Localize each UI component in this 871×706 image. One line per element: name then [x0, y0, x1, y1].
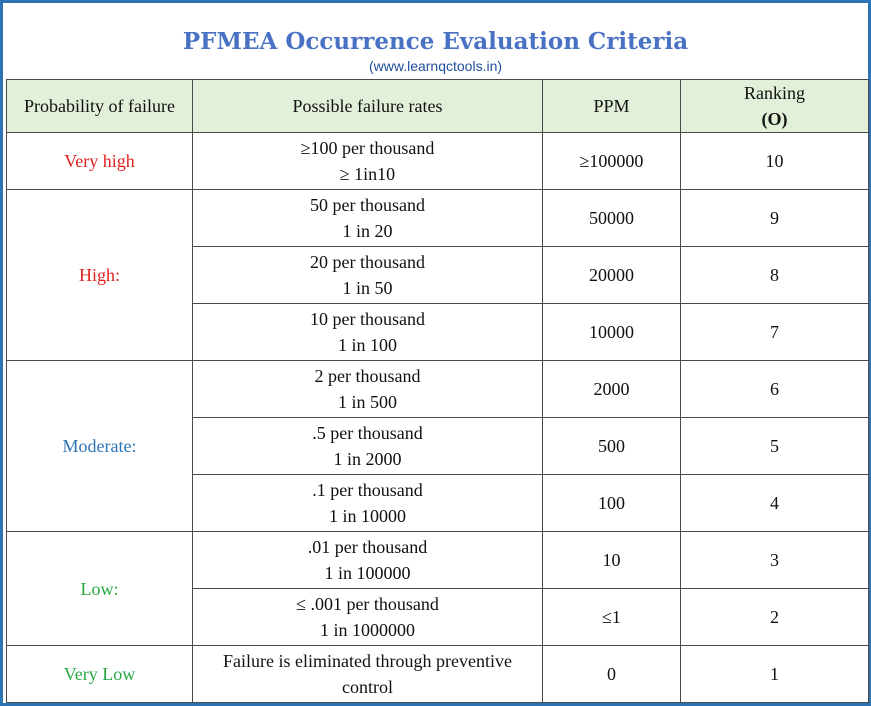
- rank-cell: 8: [681, 247, 869, 304]
- ppm-cell: 100: [543, 475, 681, 532]
- rate-line1: 50 per thousand: [310, 195, 425, 215]
- rank-cell: 6: [681, 361, 869, 418]
- rate-cell: [193, 532, 543, 589]
- rank-cell: 7: [681, 304, 869, 361]
- category-moderate: Moderate:: [7, 361, 193, 532]
- rate-line2: 1 in 2000: [333, 449, 402, 469]
- ppm-cell: 10: [543, 532, 681, 589]
- ppm-cell: 50000: [543, 190, 681, 247]
- page-subtitle: (www.learnqctools.in): [368, 58, 503, 74]
- rate-line2: control: [342, 677, 393, 697]
- rate-line1: Failure is eliminated through preventive: [223, 651, 512, 671]
- header-probability: Probability of failure: [7, 80, 193, 133]
- header-rates: Possible failure rates: [193, 80, 543, 133]
- rate-cell: [193, 418, 543, 475]
- category-high: High:: [7, 190, 193, 361]
- category-very-high: Very high: [7, 133, 193, 190]
- ppm-cell: ≥100000: [543, 133, 681, 190]
- ppm-cell: ≤1: [543, 589, 681, 646]
- table-row: [7, 532, 869, 589]
- rate-line2: 1 in 1000000: [319, 620, 415, 640]
- header-row: [7, 80, 869, 133]
- header-ranking-sub: (O): [761, 109, 788, 129]
- header-ranking: [681, 80, 869, 133]
- rate-line2: 1 in 100000: [324, 563, 411, 583]
- category-very-low: Very Low: [7, 646, 193, 703]
- page-title: PFMEA Occurrence Evaluation Criteria: [182, 28, 689, 55]
- rate-line1: 20 per thousand: [310, 252, 425, 272]
- rate-line1: 10 per thousand: [310, 309, 425, 329]
- rate-line1: ≥100 per thousand: [300, 138, 435, 158]
- rate-cell: [193, 304, 543, 361]
- category-low: Low:: [7, 532, 193, 646]
- rate-line2: 1 in 50: [342, 278, 393, 298]
- header-ppm: PPM: [543, 80, 681, 133]
- rate-line2: ≥ 1in10: [339, 164, 396, 184]
- rank-cell: 1: [681, 646, 869, 703]
- rate-cell: [193, 589, 543, 646]
- table-row: [7, 190, 869, 247]
- rate-cell: [193, 475, 543, 532]
- header-ranking-label: Ranking: [744, 83, 805, 103]
- ppm-cell: 20000: [543, 247, 681, 304]
- table-row: [7, 646, 869, 703]
- rate-line1: .01 per thousand: [307, 537, 428, 557]
- rate-line1: .1 per thousand: [312, 480, 423, 500]
- rate-cell: [193, 247, 543, 304]
- rate-line1: 2 per thousand: [314, 366, 421, 386]
- ppm-cell: 2000: [543, 361, 681, 418]
- rank-cell: 3: [681, 532, 869, 589]
- ppm-cell: 0: [543, 646, 681, 703]
- rank-cell: 10: [681, 133, 869, 190]
- rate-line2: 1 in 10000: [328, 506, 406, 526]
- rate-cell: [193, 361, 543, 418]
- rate-line1: .5 per thousand: [312, 423, 423, 443]
- rank-cell: 2: [681, 589, 869, 646]
- rate-cell: [193, 190, 543, 247]
- rank-cell: 4: [681, 475, 869, 532]
- title-block: [3, 3, 868, 79]
- table-row: [7, 133, 869, 190]
- rate-line2: 1 in 500: [337, 392, 397, 412]
- rate-cell: [193, 133, 543, 190]
- occurrence-table: [6, 79, 869, 703]
- ppm-cell: 10000: [543, 304, 681, 361]
- rate-line2: 1 in 20: [342, 221, 393, 241]
- rate-line2: 1 in 100: [337, 335, 397, 355]
- table-row: [7, 361, 869, 418]
- rank-cell: 5: [681, 418, 869, 475]
- rate-line1: ≤ .001 per thousand: [296, 594, 439, 614]
- rate-cell: [193, 646, 543, 703]
- ppm-cell: 500: [543, 418, 681, 475]
- rank-cell: 9: [681, 190, 869, 247]
